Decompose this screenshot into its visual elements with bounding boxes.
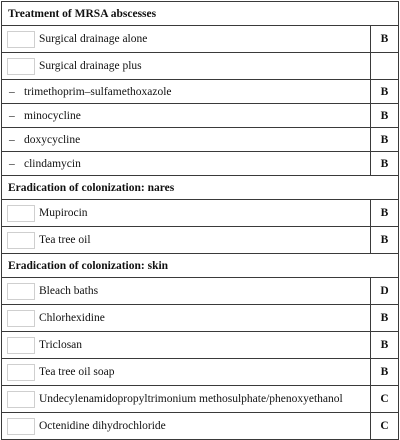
evidence-grade: B: [371, 359, 399, 386]
table-row: [2, 332, 399, 359]
item-label: Surgical drainage alone: [39, 33, 148, 45]
checkbox[interactable]: [7, 364, 35, 381]
table-row: [2, 152, 399, 176]
item-content: [2, 53, 370, 79]
section-header-row: [2, 2, 399, 26]
evidence-grade: B: [371, 104, 399, 128]
item-label: Bleach baths: [39, 285, 99, 297]
evidence-grade: B: [371, 80, 399, 104]
item-cell: [2, 227, 371, 254]
table-row: [2, 227, 399, 254]
item-content: [2, 200, 370, 226]
evidence-grade: C: [371, 413, 399, 440]
item-content: [2, 305, 370, 331]
item-cell: [2, 332, 371, 359]
checkbox[interactable]: [7, 232, 35, 249]
item-content: [2, 104, 370, 127]
evidence-grade: B: [371, 26, 399, 53]
checkbox[interactable]: [7, 337, 35, 354]
item-cell: [2, 413, 371, 440]
item-label: minocycline: [24, 109, 81, 122]
evidence-grade: D: [371, 278, 399, 305]
section-header-row: [2, 254, 399, 278]
checkbox[interactable]: [7, 31, 35, 48]
item-label: trimethoprim–sulfamethoxazole: [24, 85, 172, 98]
item-label: Undecylenamidopropyltrimonium methosulphate/phenoxyethanol: [39, 393, 343, 405]
item-content: [2, 386, 370, 412]
table-row: [2, 200, 399, 227]
item-content: [2, 26, 370, 52]
item-cell: [2, 278, 371, 305]
item-label: Surgical drainage plus: [39, 60, 142, 72]
section-title: Eradication of colonization: nares: [2, 176, 399, 200]
item-label: clindamycin: [24, 157, 81, 170]
section-title: Treatment of MRSA abscesses: [2, 2, 399, 26]
evidence-grade: B: [371, 200, 399, 227]
checkbox[interactable]: [7, 391, 35, 408]
item-cell: [2, 128, 371, 152]
item-cell: [2, 305, 371, 332]
checkbox[interactable]: [7, 205, 35, 222]
section-header-row: [2, 176, 399, 200]
checkbox[interactable]: [7, 283, 35, 300]
item-cell: [2, 386, 371, 413]
item-content: [2, 332, 370, 358]
item-cell: [2, 80, 371, 104]
table-row: [2, 413, 399, 440]
item-content: [2, 278, 370, 304]
table-row: [2, 104, 399, 128]
table-row: [2, 80, 399, 104]
item-content: [2, 359, 370, 385]
item-content: [2, 128, 370, 151]
item-label: Triclosan: [39, 339, 83, 351]
checkbox[interactable]: [7, 418, 35, 435]
item-content: [2, 227, 370, 253]
evidence-grade: C: [371, 386, 399, 413]
evidence-grade: B: [371, 227, 399, 254]
sub-item-dash: –: [9, 85, 15, 98]
evidence-grade: B: [371, 152, 399, 176]
checkbox[interactable]: [7, 58, 35, 75]
item-cell: [2, 200, 371, 227]
table-row: [2, 26, 399, 53]
item-label: Tea tree oil: [39, 234, 91, 246]
checkbox[interactable]: [7, 310, 35, 327]
section-title: Eradication of colonization: skin: [2, 254, 399, 278]
item-label: Octenidine dihydrochloride: [39, 420, 166, 432]
table-row: [2, 305, 399, 332]
table-row: [2, 386, 399, 413]
item-label: Mupirocin: [39, 207, 88, 219]
table-row: [2, 278, 399, 305]
table-row: [2, 128, 399, 152]
item-cell: [2, 26, 371, 53]
recommendation-table-body: [2, 2, 399, 440]
item-label: Tea tree oil soap: [39, 366, 115, 378]
table-row: [2, 53, 399, 80]
item-cell: [2, 359, 371, 386]
sub-item-dash: –: [9, 109, 15, 122]
sub-item-dash: –: [9, 133, 15, 146]
recommendation-table: [1, 1, 399, 440]
item-label: doxycycline: [24, 133, 81, 146]
evidence-grade: B: [371, 128, 399, 152]
item-content: [2, 413, 370, 439]
item-cell: [2, 152, 371, 176]
sub-item-dash: –: [9, 157, 15, 170]
table-row: [2, 359, 399, 386]
evidence-grade: B: [371, 332, 399, 359]
item-cell: [2, 104, 371, 128]
item-cell: [2, 53, 371, 80]
evidence-grade: B: [371, 305, 399, 332]
evidence-grade: [371, 53, 399, 80]
item-content: [2, 80, 370, 103]
item-content: [2, 152, 370, 175]
item-label: Chlorhexidine: [39, 312, 105, 324]
